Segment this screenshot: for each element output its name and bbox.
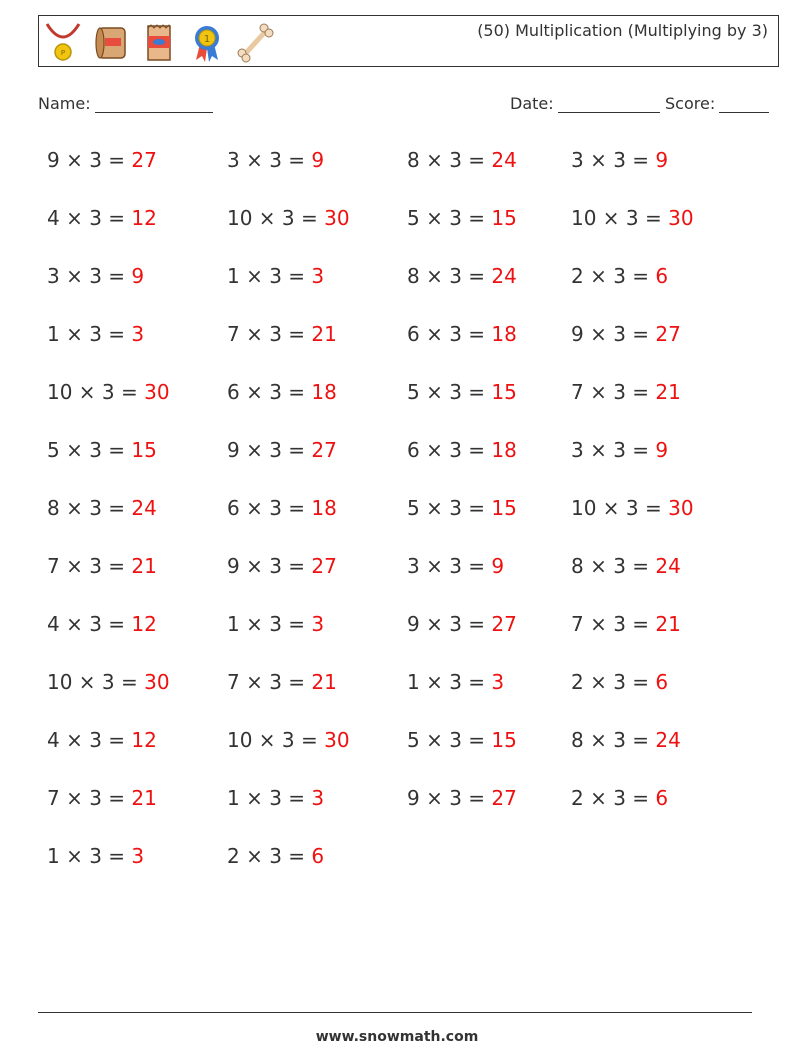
problem-question: 4 × 3 = <box>47 728 132 752</box>
problem-item <box>47 496 157 520</box>
problem-question: 6 × 3 = <box>407 322 492 346</box>
date-label: Date: <box>510 94 554 113</box>
problem-answer: 3 <box>311 264 325 288</box>
bone-icon <box>235 20 275 64</box>
problem-answer: 3 <box>311 786 325 810</box>
problem-item <box>47 438 157 462</box>
problem-question: 2 × 3 = <box>227 844 312 868</box>
problem-question: 7 × 3 = <box>47 786 132 810</box>
problem-answer: 27 <box>131 148 157 172</box>
problem-item <box>47 728 157 752</box>
problem-answer: 27 <box>311 438 337 462</box>
problem-question: 8 × 3 = <box>407 148 492 172</box>
problem-answer: 18 <box>311 496 337 520</box>
problem-item <box>227 206 350 230</box>
problem-question: 7 × 3 = <box>47 554 132 578</box>
problem-item <box>571 380 681 404</box>
problem-question: 4 × 3 = <box>47 612 132 636</box>
problem-item <box>571 322 681 346</box>
problem-question: 10 × 3 = <box>47 380 145 404</box>
problem-question: 8 × 3 = <box>407 264 492 288</box>
problem-answer: 3 <box>491 670 505 694</box>
problem-question: 5 × 3 = <box>407 496 492 520</box>
problem-answer: 27 <box>311 554 337 578</box>
problem-answer: 30 <box>324 728 350 752</box>
first-place-ribbon-icon <box>187 20 227 64</box>
svg-text:P: P <box>60 49 66 57</box>
problem-answer: 24 <box>491 264 517 288</box>
problem-question: 5 × 3 = <box>47 438 132 462</box>
problem-item <box>227 554 337 578</box>
footer-divider <box>38 1012 752 1013</box>
problem-answer: 15 <box>491 206 517 230</box>
problem-answer: 9 <box>311 148 325 172</box>
footer-site: www.snowmath.com <box>315 1029 479 1045</box>
problem-answer: 27 <box>491 786 517 810</box>
date-blank[interactable] <box>558 96 660 113</box>
problem-answer: 6 <box>311 844 325 868</box>
date-field[interactable] <box>510 94 660 113</box>
problem-item <box>227 148 324 172</box>
problem-answer: 21 <box>655 380 681 404</box>
problem-item <box>407 496 517 520</box>
problem-question: 6 × 3 = <box>227 496 312 520</box>
problem-question: 7 × 3 = <box>571 380 656 404</box>
problem-item <box>407 322 517 346</box>
problem-answer: 21 <box>131 786 157 810</box>
problem-question: 9 × 3 = <box>227 554 312 578</box>
problem-question: 7 × 3 = <box>227 670 312 694</box>
problem-answer: 24 <box>655 728 681 752</box>
problem-item <box>407 438 517 462</box>
problem-item <box>571 148 668 172</box>
problem-answer: 27 <box>655 322 681 346</box>
problem-answer: 30 <box>144 670 170 694</box>
problem-answer: 3 <box>131 322 145 346</box>
problem-answer: 6 <box>655 264 669 288</box>
problem-question: 1 × 3 = <box>47 322 132 346</box>
problem-question: 9 × 3 = <box>407 612 492 636</box>
problem-item <box>407 728 517 752</box>
problem-item <box>571 612 681 636</box>
problem-item <box>227 264 324 288</box>
problem-item <box>227 438 337 462</box>
problem-question: 5 × 3 = <box>407 380 492 404</box>
problem-question: 3 × 3 = <box>227 148 312 172</box>
problem-question: 8 × 3 = <box>571 554 656 578</box>
problem-question: 10 × 3 = <box>227 206 325 230</box>
problem-item <box>227 670 337 694</box>
problem-answer: 12 <box>131 612 157 636</box>
problem-question: 9 × 3 = <box>47 148 132 172</box>
problem-item <box>571 670 668 694</box>
problem-question: 5 × 3 = <box>407 728 492 752</box>
problem-item <box>227 786 324 810</box>
problem-question: 4 × 3 = <box>47 206 132 230</box>
problem-question: 10 × 3 = <box>571 496 669 520</box>
problem-item <box>571 496 694 520</box>
problem-answer: 3 <box>311 612 325 636</box>
problem-item <box>227 380 337 404</box>
problem-item <box>47 148 157 172</box>
problem-question: 10 × 3 = <box>47 670 145 694</box>
problem-answer: 30 <box>144 380 170 404</box>
problem-item <box>227 612 324 636</box>
worksheet-title: (50) Multiplication (Multiplying by 3) <box>477 21 768 40</box>
problem-item <box>407 380 517 404</box>
medal-necklace-icon <box>43 20 83 64</box>
problem-question: 6 × 3 = <box>227 380 312 404</box>
problem-item <box>571 786 668 810</box>
problem-answer: 24 <box>131 496 157 520</box>
problem-question: 1 × 3 = <box>47 844 132 868</box>
problem-item <box>227 844 324 868</box>
problem-answer: 24 <box>491 148 517 172</box>
worksheet-header <box>38 15 779 67</box>
fish-food-bag-icon <box>139 20 179 64</box>
problem-question: 2 × 3 = <box>571 786 656 810</box>
problem-item <box>47 206 157 230</box>
icon-strip <box>43 20 275 64</box>
drum-icon <box>91 20 131 64</box>
problem-answer: 18 <box>311 380 337 404</box>
problem-item <box>407 554 504 578</box>
problem-answer: 21 <box>131 554 157 578</box>
problem-item <box>47 380 170 404</box>
problem-answer: 9 <box>131 264 145 288</box>
problem-question: 2 × 3 = <box>571 264 656 288</box>
problem-item <box>571 206 694 230</box>
problem-item <box>571 264 668 288</box>
problem-item <box>47 670 170 694</box>
problem-item <box>407 670 504 694</box>
problem-answer: 24 <box>655 554 681 578</box>
problem-question: 1 × 3 = <box>227 264 312 288</box>
svg-text:1: 1 <box>203 34 211 45</box>
problem-question: 6 × 3 = <box>407 438 492 462</box>
problem-item <box>47 844 144 868</box>
name-field[interactable] <box>38 94 213 113</box>
problem-item <box>47 264 144 288</box>
problem-answer: 30 <box>668 206 694 230</box>
name-blank[interactable] <box>95 96 213 113</box>
problem-answer: 6 <box>655 786 669 810</box>
problem-question: 1 × 3 = <box>227 612 312 636</box>
name-label: Name: <box>38 94 91 113</box>
score-field[interactable] <box>665 94 769 113</box>
problem-answer: 21 <box>311 322 337 346</box>
problem-answer: 6 <box>655 670 669 694</box>
problem-answer: 15 <box>131 438 157 462</box>
problem-question: 5 × 3 = <box>407 206 492 230</box>
problem-item <box>227 322 337 346</box>
problem-answer: 15 <box>491 380 517 404</box>
problem-question: 8 × 3 = <box>571 728 656 752</box>
problem-answer: 3 <box>131 844 145 868</box>
problem-question: 9 × 3 = <box>407 786 492 810</box>
problem-item <box>407 206 517 230</box>
problem-answer: 9 <box>655 438 669 462</box>
problem-item <box>47 554 157 578</box>
problem-answer: 9 <box>491 554 505 578</box>
problem-question: 3 × 3 = <box>47 264 132 288</box>
problem-question: 1 × 3 = <box>407 670 492 694</box>
problem-item <box>47 612 157 636</box>
problem-item <box>407 148 517 172</box>
problem-answer: 12 <box>131 206 157 230</box>
problem-answer: 9 <box>655 148 669 172</box>
problem-question: 7 × 3 = <box>227 322 312 346</box>
problem-question: 3 × 3 = <box>407 554 492 578</box>
problem-item <box>227 728 350 752</box>
problem-answer: 30 <box>668 496 694 520</box>
score-blank[interactable] <box>719 96 769 113</box>
problem-question: 2 × 3 = <box>571 670 656 694</box>
problem-item <box>571 554 681 578</box>
problem-answer: 15 <box>491 728 517 752</box>
problem-answer: 18 <box>491 438 517 462</box>
problem-question: 1 × 3 = <box>227 786 312 810</box>
problem-answer: 30 <box>324 206 350 230</box>
problem-item <box>227 496 337 520</box>
problem-question: 9 × 3 = <box>227 438 312 462</box>
problem-answer: 18 <box>491 322 517 346</box>
problem-answer: 21 <box>655 612 681 636</box>
score-label: Score: <box>665 94 716 113</box>
problem-question: 3 × 3 = <box>571 148 656 172</box>
problem-answer: 12 <box>131 728 157 752</box>
problem-item <box>571 438 668 462</box>
problem-item <box>571 728 681 752</box>
problem-question: 10 × 3 = <box>571 206 669 230</box>
problem-question: 9 × 3 = <box>571 322 656 346</box>
problem-item <box>47 786 157 810</box>
problem-item <box>407 264 517 288</box>
problem-answer: 27 <box>491 612 517 636</box>
problem-answer: 15 <box>491 496 517 520</box>
problem-question: 10 × 3 = <box>227 728 325 752</box>
problem-question: 7 × 3 = <box>571 612 656 636</box>
problem-question: 3 × 3 = <box>571 438 656 462</box>
problem-answer: 21 <box>311 670 337 694</box>
problem-item <box>47 322 144 346</box>
problem-item <box>407 612 517 636</box>
problem-question: 8 × 3 = <box>47 496 132 520</box>
problem-item <box>407 786 517 810</box>
